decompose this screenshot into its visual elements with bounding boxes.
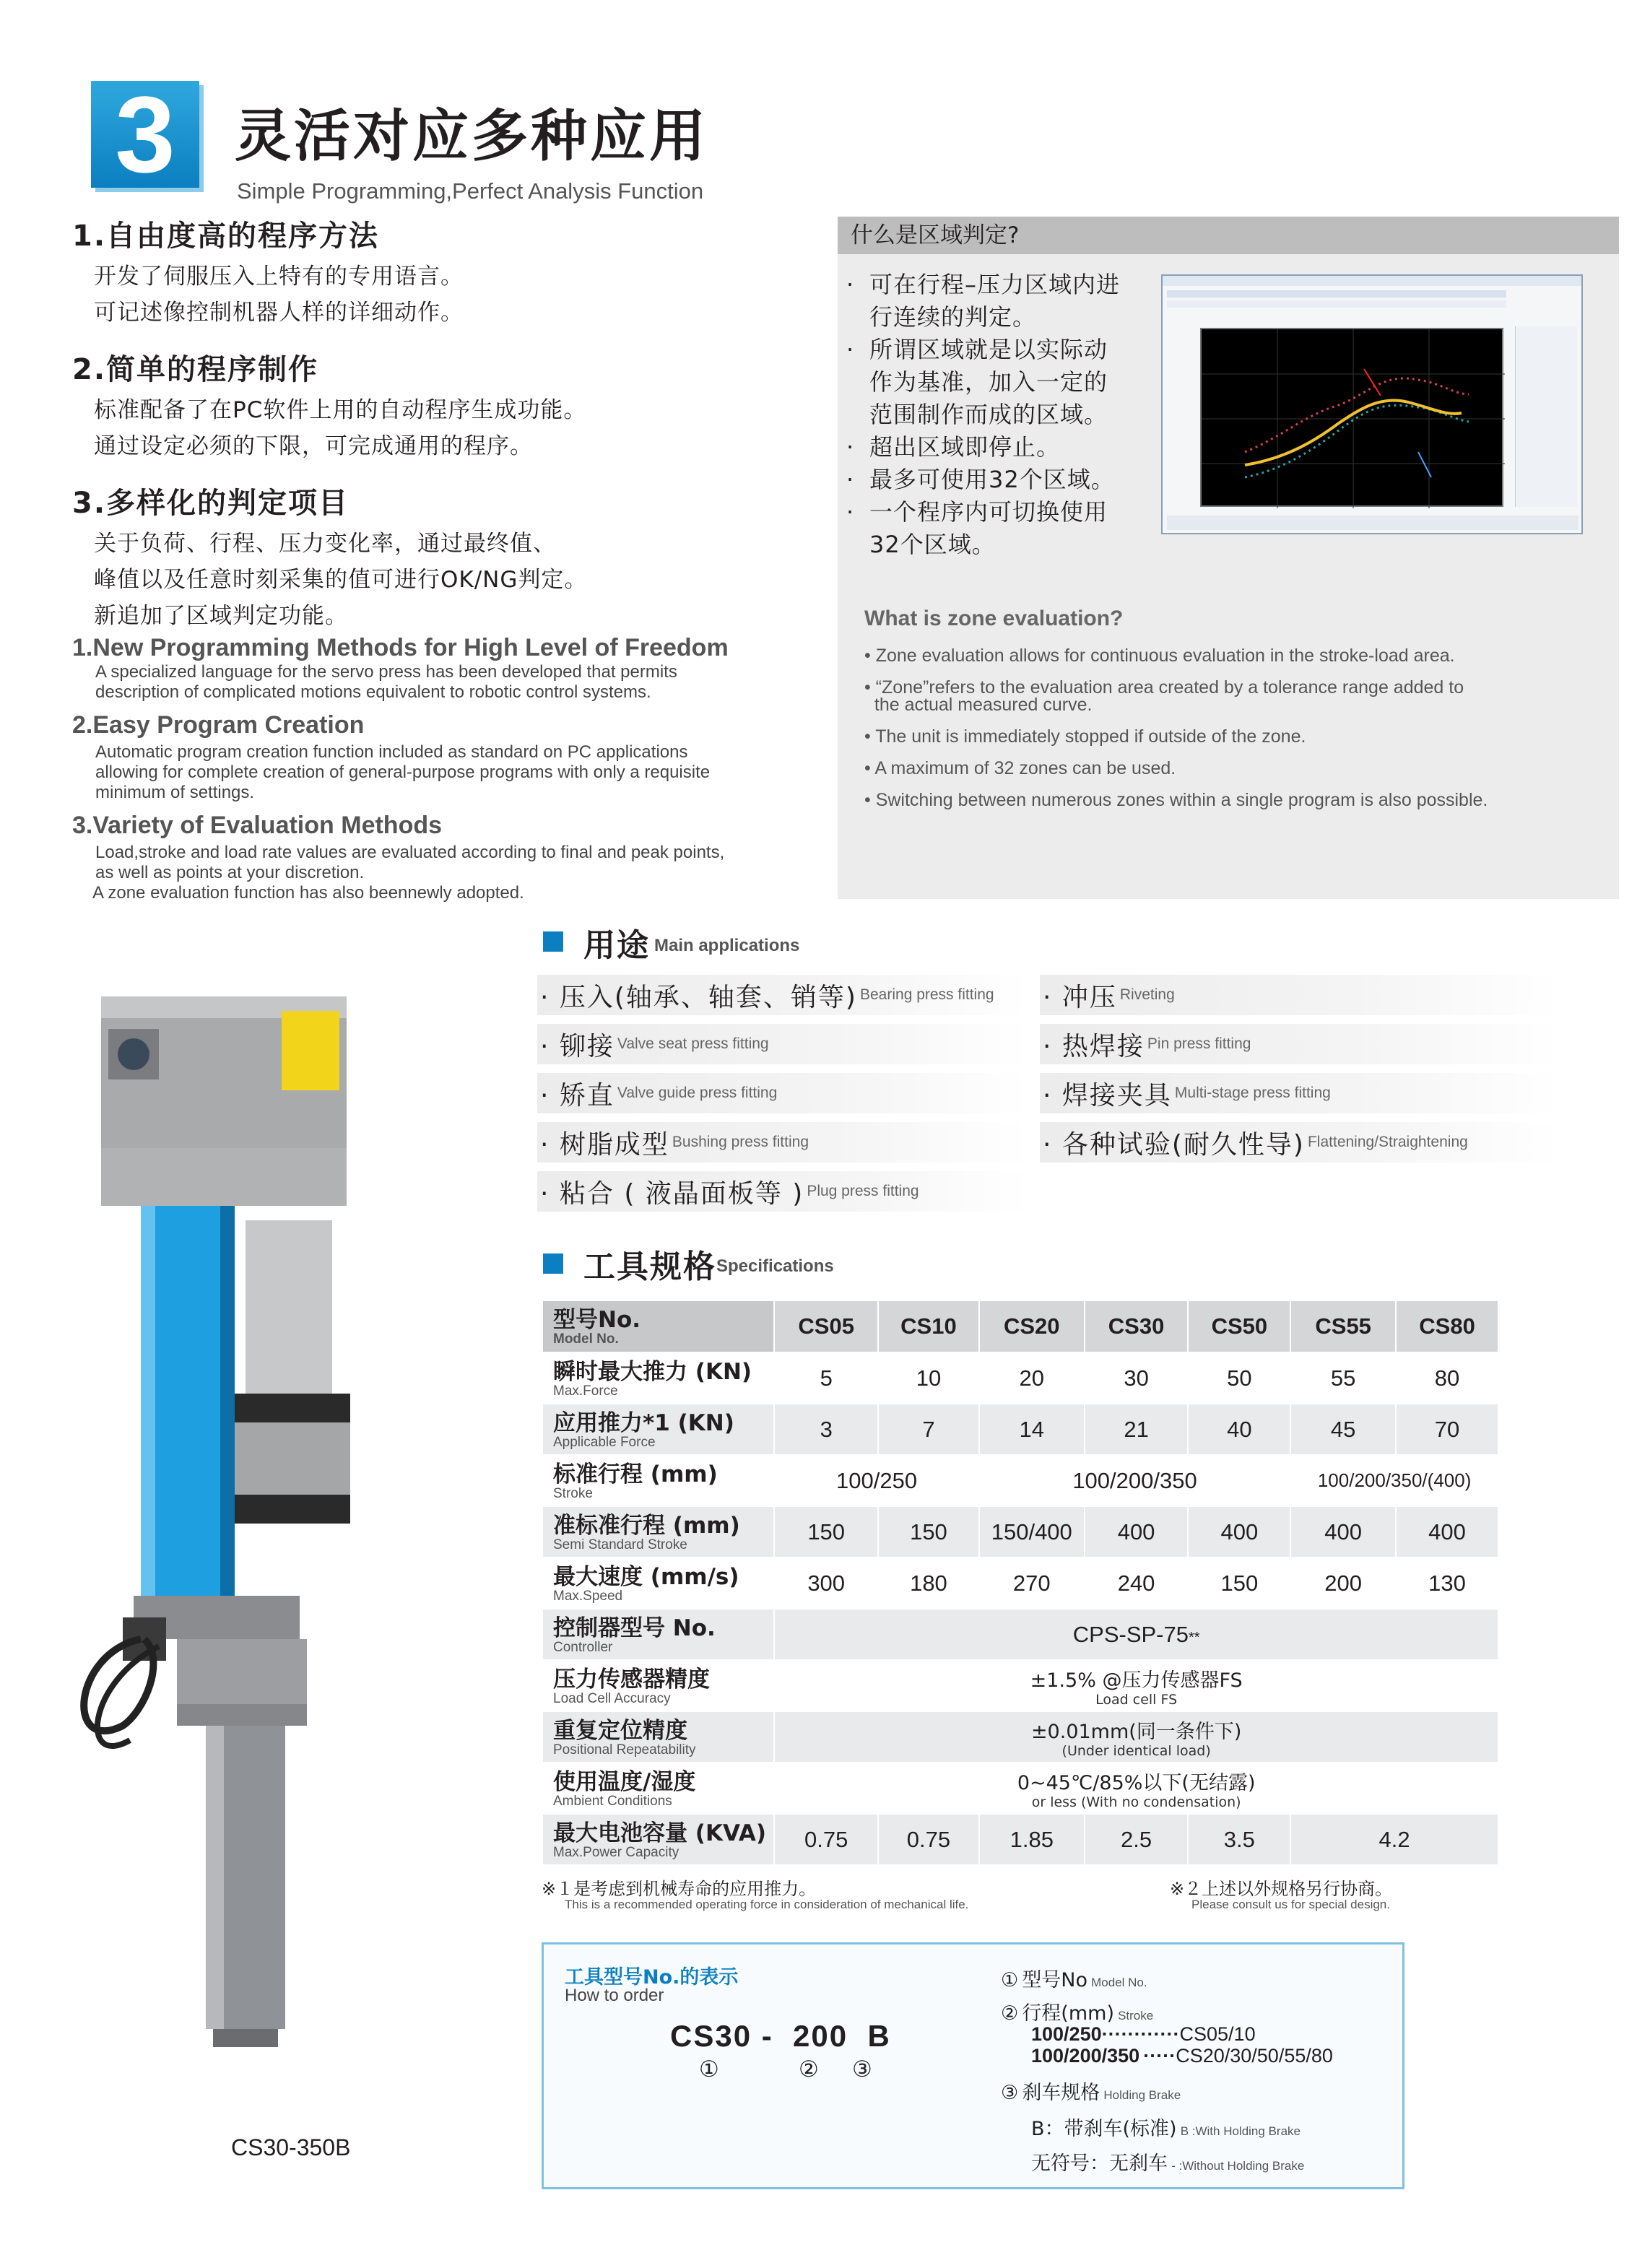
table-row: 最大速度 (mm/s) Max.Speed 300 180 270 240 150 200 130 — [542, 1557, 1498, 1609]
feature-en-title: 3.Variety of Evaluation Methods — [72, 812, 443, 839]
applications-left — [537, 975, 1028, 1212]
feature-line: 新追加了区域判定功能。 — [94, 603, 348, 629]
table-row: 标准行程 (mm) Stroke 100/250 100/200/350 100/200/350/(400) — [542, 1455, 1498, 1506]
features-zh — [72, 213, 823, 634]
specs-heading: 工具规格 — [583, 1248, 716, 1285]
footnote-2: ※２上述以外规格另行协商。 — [1170, 1879, 1393, 1899]
list-item: · 树脂成型 Bushing press fitting — [537, 1122, 1028, 1163]
zone-bullet: · 一个程序内可切换使用 32个区域。 — [846, 498, 1108, 558]
feature-line: 标准配备了在PC软件上用的自动程序生成功能。 — [94, 397, 587, 423]
feature-en-line: allowing for complete creation of general-purpose programs with only a requisite — [95, 762, 711, 782]
order-code-num: ③ — [852, 2056, 872, 2082]
product-photo-cs30-350b — [79, 989, 368, 2116]
model-cell: CS10 — [878, 1300, 979, 1352]
page-title: 灵活对应多种应用 — [235, 103, 709, 169]
order-legend — [1001, 1964, 1391, 2176]
zone-software-screenshot — [1161, 274, 1583, 534]
order-code-num: ① — [699, 2056, 719, 2082]
table-row: 准标准行程 (mm) Semi Standard Stroke 150 150 150/400 400 400 400 400 — [542, 1506, 1498, 1557]
zone-bullet: · 可在行程–压力区域内进 行连续的判定。 — [846, 271, 1121, 331]
feature-en-line: Load,stroke and load rate values are evaluated according to final and peak points, — [95, 843, 725, 862]
list-item: · 热焊接 Pin press fitting — [1040, 1024, 1560, 1064]
brake-line: 无符号：无刹车 - :Without Holding Brake — [1031, 2152, 1305, 2175]
section-square-icon — [543, 1254, 563, 1274]
table-row: 瞬时最大推力 (KN) Max.Force 5 10 20 30 50 55 80 — [542, 1352, 1498, 1404]
feature-en-title: 2.Easy Program Creation — [72, 711, 365, 739]
feature-line: 通过设定必须的下限，可完成通用的程序。 — [94, 433, 533, 459]
order-code-num: ② — [799, 2056, 819, 2082]
zone-en — [864, 607, 1608, 809]
table-row: 重复定位精度 Positional Repeatability ±0.01mm(同一条件下) (Under identical load) — [542, 1711, 1498, 1763]
section-square-icon — [543, 931, 563, 952]
list-item: · 焊接夹具 Multi-stage press fitting — [1040, 1073, 1560, 1113]
feature-line: 关于负荷、行程、压力变化率，通过最终值、 — [94, 531, 556, 557]
zone-en-line: • A maximum of 32 zones can be used. — [864, 758, 1176, 778]
list-item: · 粘合 ( 液晶面板等 ) Plug press fitting — [537, 1171, 1028, 1212]
feature-en-line: as well as points at your discretion. — [95, 863, 365, 882]
feature-line: 开发了伺服压入上特有的专用语言。 — [94, 264, 464, 290]
brake-line: B：带刹车(标准) B :With Holding Brake — [1031, 2118, 1301, 2140]
footnote-1-en: This is a recommended operating force in consideration of mechanical life. — [565, 1898, 969, 1911]
feature-title: 3.多样化的判定项目 — [72, 487, 349, 520]
feature-title: 2.简单的程序制作 — [72, 353, 319, 386]
table-header-row: 型号No. Model No. CS05 CS10 CS20 CS30 CS50 CS55 CS80 — [542, 1300, 1498, 1352]
order-item: ③ 刹车规格 Holding Brake — [1001, 2082, 1181, 2104]
model-cell: CS20 — [979, 1300, 1085, 1352]
list-item: · 冲压 Riveting — [1040, 975, 1560, 1015]
feature-line: 峰值以及任意时刻采集的值可进行OK/NG判定。 — [94, 567, 588, 593]
zone-en-line: • Zone evaluation allows for continuous evaluation in the stroke-load area. — [864, 646, 1455, 666]
table-row: 应用推力*1 (KN) Applicable Force 3 7 14 21 40 45 70 — [542, 1404, 1498, 1455]
window-titlebar — [1163, 276, 1581, 286]
zone-bullets — [846, 269, 1150, 561]
order-item: ① 型号No Model No. — [1001, 1969, 1147, 1991]
list-item: · 矫直 Valve guide press fitting — [537, 1073, 1028, 1113]
table-row: 使用温度/湿度 Ambient Conditions 0~45℃/85%以下(无结露) or less (With no condensation) — [542, 1763, 1498, 1814]
stroke-line: 100/250············CS05/10 — [1031, 2023, 1256, 2045]
zone-bullet: · 最多可使用32个区域。 — [846, 466, 1115, 493]
zone-en-line: • The unit is immediately stopped if outside of the zone. — [864, 726, 1306, 747]
zone-bullet: · 所谓区域就是以实际动 作为基准，加入一定的 范围制作而成的区域。 — [846, 336, 1108, 428]
product-caption: CS30-350B — [231, 2134, 351, 2160]
specs-heading-en: Specifications — [716, 1256, 834, 1276]
feature-en-line: A specialized language for the servo press has been developed that permits — [95, 662, 677, 682]
order-item: ② 行程(mm) Stroke — [1001, 2002, 1154, 2025]
footnote-1: ※１是考虑到机械寿命的应用推力。 — [542, 1879, 817, 1899]
model-cell: CS50 — [1188, 1300, 1290, 1352]
zone-en-line: • Switching between numerous zones within a single program is also possible. — [864, 790, 1488, 810]
table-row: 最大电池容量 (KVA) Max.Power Capacity 0.75 0.75 1.85 2.5 3.5 4.2 — [542, 1814, 1498, 1865]
zone-bullet: · 超出区域即停止。 — [846, 433, 1061, 461]
table-row: 压力传感器精度 Load Cell Accuracy ±1.5% @压力传感器FS Load cell FS — [542, 1660, 1498, 1711]
applications-heading: 用途 — [583, 927, 650, 964]
footnote-2-en: Please consult us for special design. — [1191, 1898, 1390, 1911]
zone-en-heading: What is zone evaluation? — [864, 607, 1124, 630]
model-cell: CS80 — [1396, 1300, 1498, 1352]
feature-en-line: description of complicated motions equivalent to robotic control systems. — [95, 682, 651, 702]
feature-en-line: A zone evaluation function has also beennewly adopted. — [92, 883, 524, 903]
list-item: · 铆接 Valve seat press fitting — [537, 1024, 1028, 1064]
zone-en-line: the actual measured curve. — [864, 695, 1093, 715]
section-number-badge: 3 — [91, 81, 199, 188]
order-title: 工具型号No.的表示 — [565, 1966, 739, 1989]
order-subtitle: How to order — [565, 1986, 664, 2005]
model-cell: CS55 — [1290, 1300, 1396, 1352]
feature-title: 1.自由度高的程序方法 — [72, 220, 380, 253]
zone-heading: 什么是区域判定? — [838, 217, 1619, 254]
feature-en-line: Automatic program creation function included as standard on PC applications — [95, 742, 688, 762]
table-row: 控制器型号 No. Controller CPS-SP-75** — [542, 1609, 1498, 1660]
spec-table — [542, 1300, 1499, 1866]
list-item: · 压入(轴承、轴套、销等) Bearing press fitting — [537, 975, 1028, 1015]
applications-heading-en: Main applications — [654, 936, 800, 955]
applications-right — [1040, 975, 1560, 1163]
stroke-line: 100/200/350 ·····CS20/30/50/55/80 — [1031, 2045, 1333, 2067]
list-item: · 各种试验(耐久性导) Flattening/Straightening — [1040, 1122, 1560, 1163]
feature-en-line: minimum of settings. — [95, 783, 255, 802]
model-cell: CS05 — [774, 1300, 878, 1352]
zone-en-line: • “Zone”refers to the evaluation area created by a tolerance range added to — [864, 677, 1464, 698]
features-en — [72, 634, 830, 903]
feature-en-title: 1.New Programming Methods for High Level of Freedom — [72, 634, 729, 661]
feature-line: 可记述像控制机器人样的详细动作。 — [94, 300, 464, 326]
page-subtitle: Simple Programming,Perfect Analysis Function — [237, 178, 704, 204]
model-cell: CS30 — [1085, 1300, 1189, 1352]
order-code: CS30 - 200 B — [670, 2019, 891, 2053]
zone-plot — [1200, 328, 1503, 507]
